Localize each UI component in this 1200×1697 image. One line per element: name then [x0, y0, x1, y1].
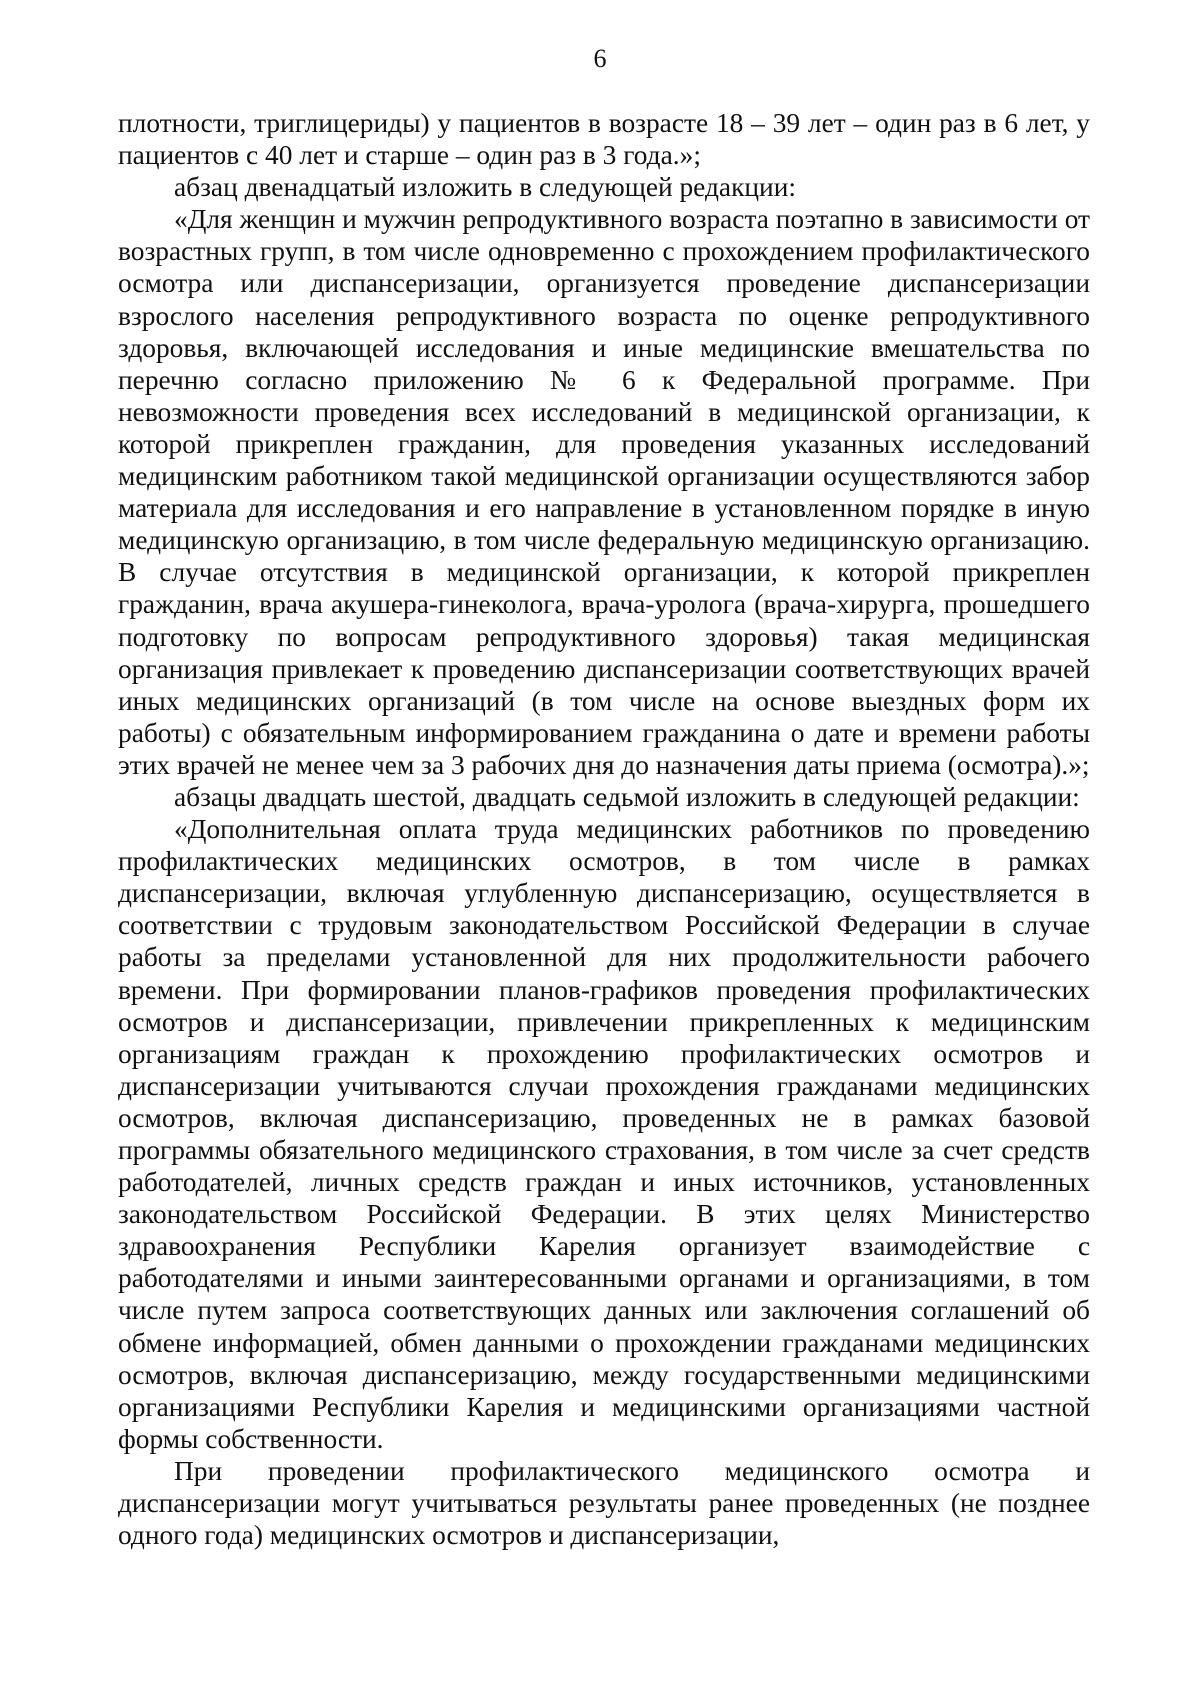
- paragraph-continuation: плотности, триглицериды) у пациентов в возрасте 18 – 39 лет – один раз в 6 лет, у пациентов с 40 лет и старше – один раз в 3 года.»;: [118, 108, 1090, 171]
- document-body: [118, 107, 1090, 1551]
- paragraph-instruction-twenty-sixth: абзацы двадцать шестой, двадцать седьмой изложить в следующей редакции:: [174, 781, 1080, 812]
- paragraph-additional-payment: «Дополнительная оплата труда медицинских работников по проведению профилактических медицинских осмотров, в том числе в рамках диспансеризации, включая углубленную диспансеризацию, осуществляется в соответствии с трудовым законодательством Российской Федерации в случае работы за пределами установленной для них продолжительности рабочего времени. При формировании планов-графиков проведения профилактических осмотров и диспансеризации, привлечении прикрепленных к медицинским организациям граждан к прохождению профилактических осмотров и диспансеризации учитываются случаи прохождения гражданами медицинских осмотров, включая диспансеризацию, проведенных не в рамках базовой программы обязательного медицинского страхования, в том числе за счет средств работодателей, личных средств граждан и иных источников, установленных законодательством Российской Федерации. В этих целях Министерство здравоохранения Республики Карелия организует взаимодействие с работодателями и иными заинтересованными органами и организациями, в том числе путем запроса соответствующих данных или заключения соглашений об обмене информацией, обмен данными о прохождении гражданами медицинских осмотров, включая диспансеризацию, между государственными медицинскими организациями Республики Карелия и медицинскими организациями частной формы собственности.: [118, 814, 1090, 1454]
- page-number: 6: [593, 44, 607, 73]
- paragraph-reproductive-health: «Для женщин и мужчин репродуктивного возраста поэтапно в зависимости от возрастных групп, в том числе одновременно с прохождением профилактического осмотра или диспансеризации, организуется проведение диспансеризации взрослого населения репродуктивного возраста по оценке репродуктивного здоровья, включающей исследования и иные медицинские вмешательства по перечню согласно приложению № 6 к Федеральной программе. При невозможности проведения всех исследований в медицинской организации, к которой прикреплен гражданин, для проведения указанных исследований медицинским работником такой медицинской организации осуществляются забор материала для исследования и его направление в установленном порядке в иную медицинскую организацию, в том числе федеральную медицинскую организацию. В случае отсутствия в медицинской организации, к которой прикреплен гражданин, врача акушера-гинеколога, врача-уролога (врача-хирурга, прошедшего подготовку по вопросам репродуктивного здоровья) такая медицинская организация привлекает к проведению диспансеризации соответствующих врачей иных медицинских организаций (в том числе на основе выездных форм их работы) с обязательным информированием гражданина о дате и времени работы этих врачей не менее чем за 3 рабочих дня до назначения даты приема (осмотра).»;: [118, 204, 1090, 780]
- paragraph-previous-results: При проведении профилактического медицинского осмотра и диспансеризации могут учитываться результаты ранее проведенных (не позднее одного года) медицинских осмотров и диспансеризации,: [118, 1455, 1090, 1551]
- paragraph-instruction-twelfth: абзац двенадцатый изложить в следующей редакции:: [174, 172, 796, 203]
